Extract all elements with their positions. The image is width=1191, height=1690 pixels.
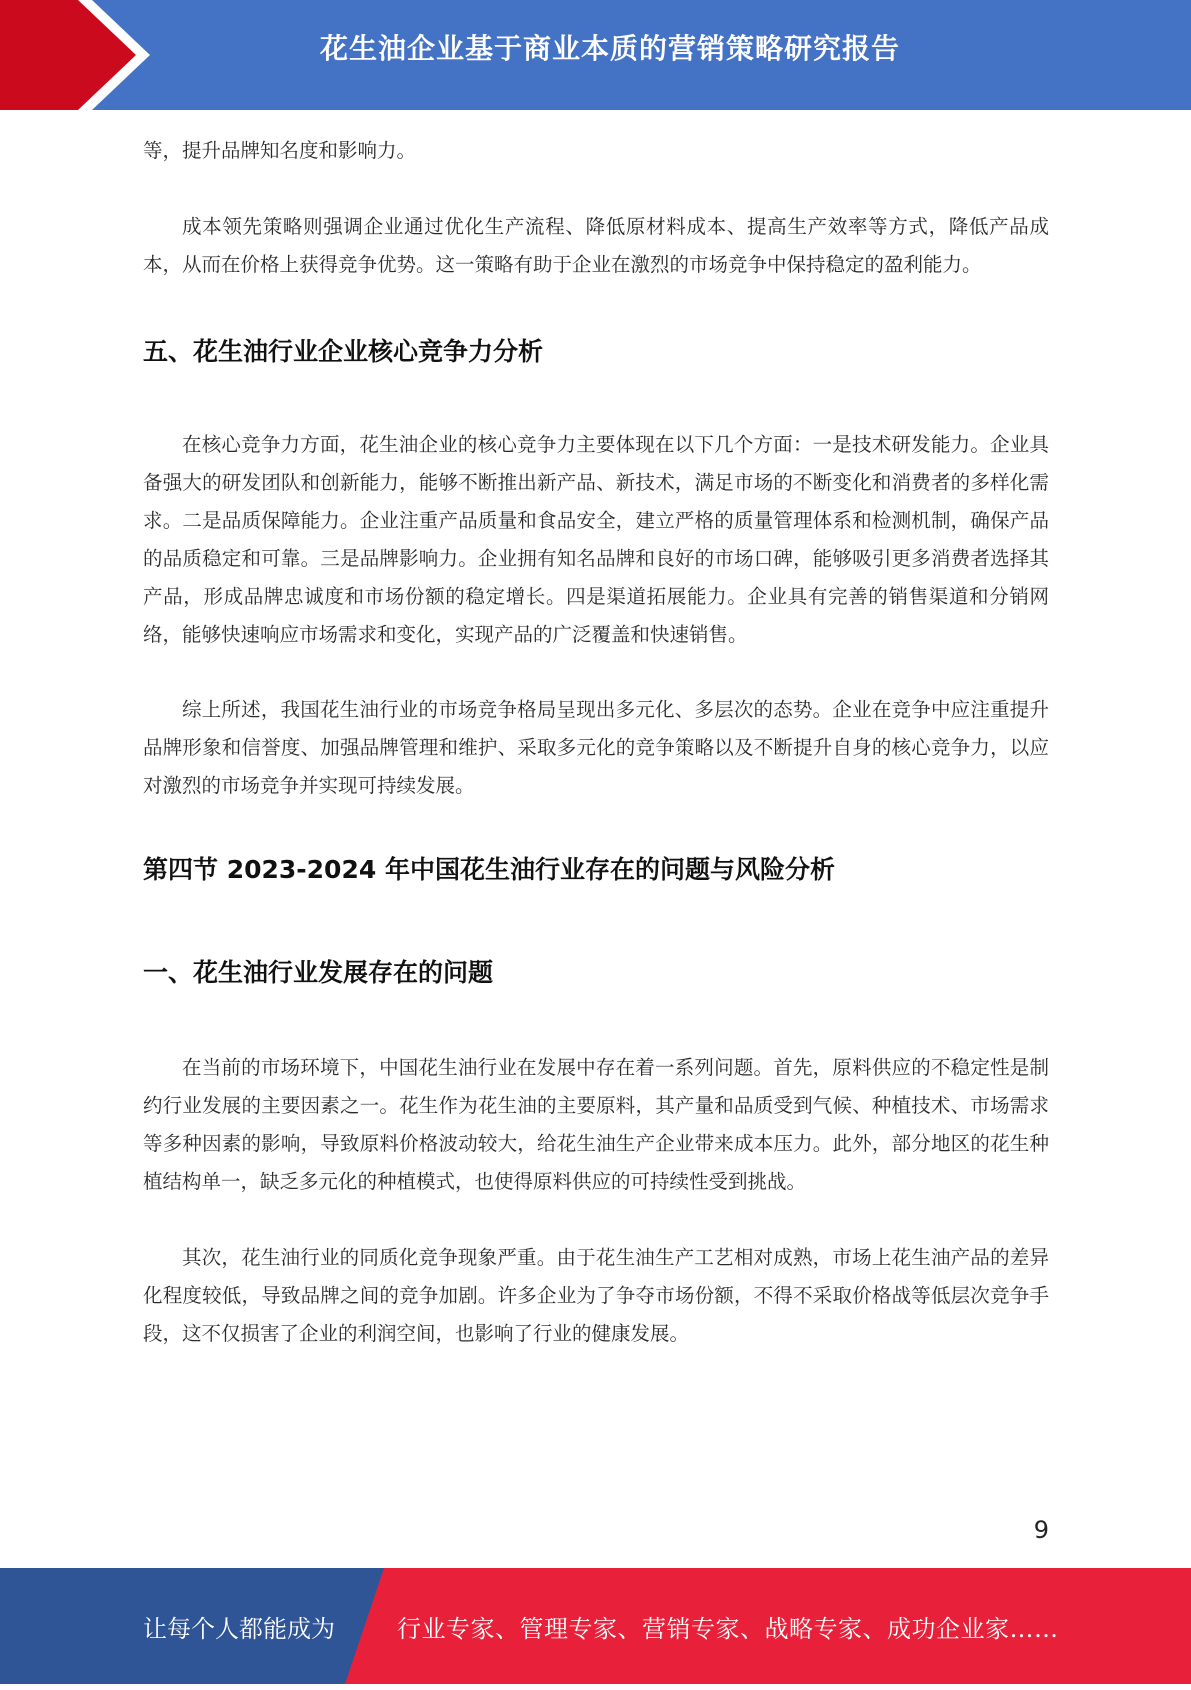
section-heading: 五、花生油行业企业核心竞争力分析 [143,337,544,366]
paragraph: 其次，花生油行业的同质化竞争现象严重。由于花生油生产工艺相对成熟，市场上花生油产品的差异化程度较低，导致品牌之间的竞争加剧。许多企业为了争夺市场份额，不得不采取价格战等低层次竞争手段，这不仅损害了企业的利润空间，也影响了行业的健康发展。 [143,1246,1049,1345]
paragraph: 成本领先策略则强调企业通过优化生产流程、降低原材料成本、提高生产效率等方式，降低产品成本，从而在价格上获得竞争优势。这一策略有助于企业在激烈的市场竞争中保持稳定的盈利能力。 [143,215,1049,276]
page-number: 9 [1033,1516,1049,1544]
document-body [143,132,1049,1353]
paragraph: 综上所述，我国花生油行业的市场竞争格局呈现出多元化、多层次的态势。企业在竞争中应注重提升品牌形象和信誉度、加强品牌管理和维护、采取多元化的竞争策略以及不断提升自身的核心竞争力，以应对激烈的市场竞争并实现可持续发展。 [143,698,1049,797]
page-footer [0,1568,1191,1684]
paragraph: 等，提升品牌知名度和影响力。 [143,139,417,162]
page-header [0,0,1191,110]
section-heading: 第四节 2023-2024 年中国花生油行业存在的问题与风险分析 [143,855,835,884]
paragraph: 在核心竞争力方面，花生油企业的核心竞争力主要体现在以下几个方面：一是技术研发能力。企业具备强大的研发团队和创新能力，能够不断推出新产品、新技术，满足市场的不断变化和消费者的多样化需求。二是品质保障能力。企业注重产品质量和食品安全，建立严格的质量管理体系和检测机制，确保产品的品质稳定和可靠。三是品牌影响力。企业拥有知名品牌和良好的市场口碑，能够吸引更多消费者选择其产品，形成品牌忠诚度和市场份额的稳定增长。四是渠道拓展能力。企业具有完善的销售渠道和分销网络，能够快速响应市场需求和变化，实现产品的广泛覆盖和快速销售。 [143,433,1049,646]
section-heading: 一、花生油行业发展存在的问题 [143,958,494,987]
footer-slogan-left: 让每个人都能成为 [143,1615,335,1643]
document-title: 花生油企业基于商业本质的营销策略研究报告 [319,32,900,65]
footer-slogan-right: 行业专家、管理专家、营销专家、战略专家、成功企业家…… [397,1615,1059,1643]
paragraph: 在当前的市场环境下，中国花生油行业在发展中存在着一系列问题。首先，原料供应的不稳定性是制约行业发展的主要因素之一。花生作为花生油的主要原料，其产量和品质受到气候、种植技术、市场需求等多种因素的影响，导致原料价格波动较大，给花生油生产企业带来成本压力。此外，部分地区的花生种植结构单一，缺乏多元化的种植模式，也使得原料供应的可持续性受到挑战。 [143,1056,1049,1193]
